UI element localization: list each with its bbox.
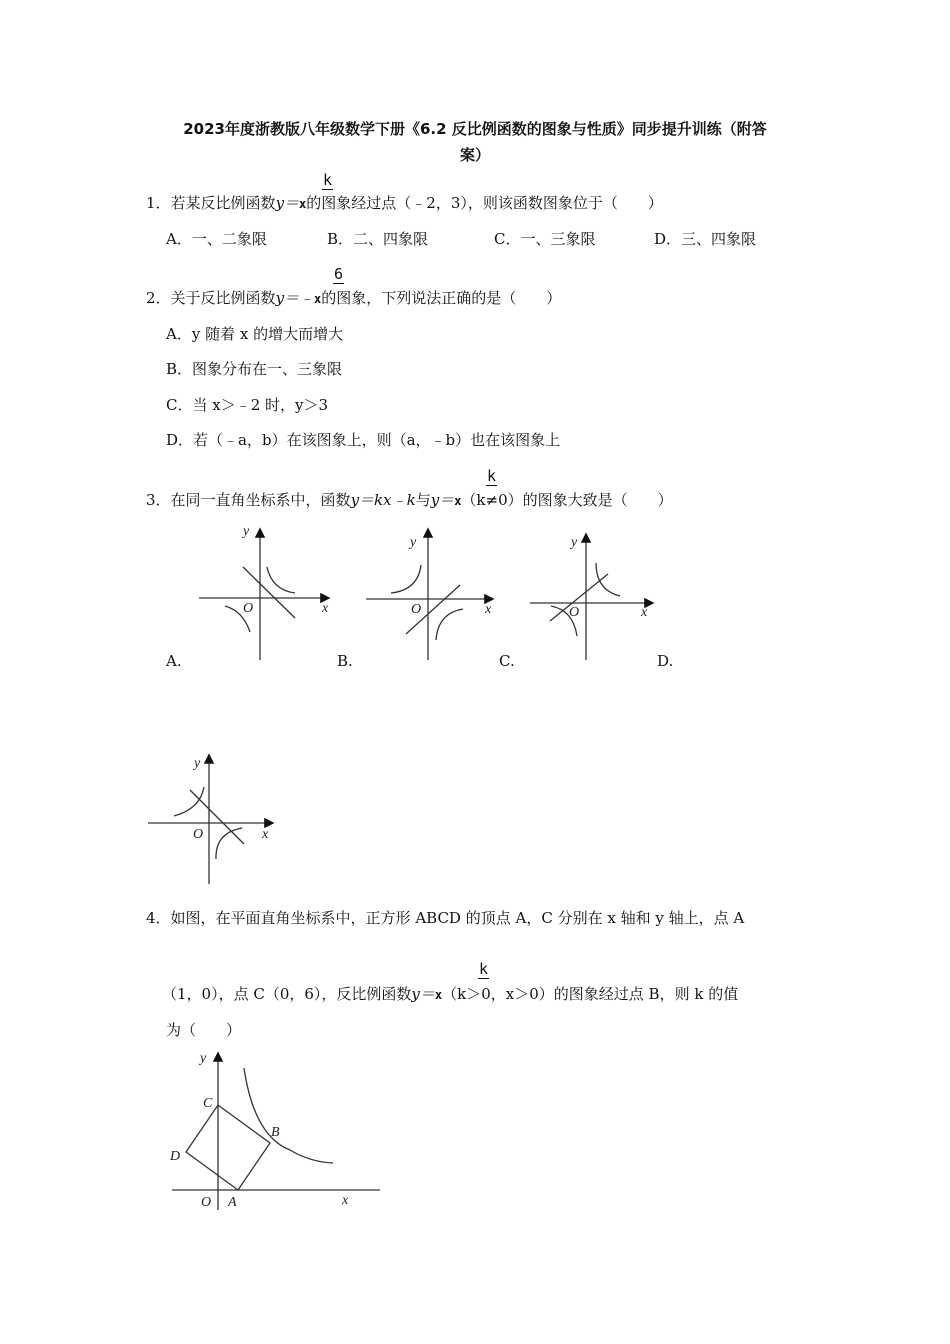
q1-option-d[interactable]: D．三、四象限	[654, 230, 757, 248]
q1-option-b[interactable]: B．二、四象限	[327, 230, 429, 248]
q4-stem-line-1: 4．如图，在平面直角坐标系中，正方形 ABCD 的顶点 A，C 分别在 x 轴和 y 轴上，点 A	[146, 909, 745, 927]
q3-fraction-numerator: k	[487, 467, 497, 485]
q2-stem: 2．关于反比例函数y＝﹣x的图象，下列说法正确的是（ ）	[146, 289, 562, 307]
graph-option-c[interactable]	[530, 535, 652, 660]
graph-option-d[interactable]	[148, 756, 272, 884]
graph-d-x-label: x	[262, 827, 269, 842]
q1-option-a[interactable]: A．一、二象限	[166, 230, 267, 248]
graph-option-a[interactable]	[199, 530, 328, 660]
graph-a-y-label: y	[243, 524, 250, 539]
q4-y-label: y	[200, 1051, 207, 1066]
q4-origin-label: O	[201, 1195, 212, 1210]
q4-stem-line-2: （1，0），点 C（0，6），反比例函数y＝x（k＞0，x＞0）的图象经过点 B，则 k 的值	[162, 985, 739, 1003]
graph-d-y-label: y	[194, 756, 201, 771]
q4-point-c-label: C	[203, 1096, 213, 1111]
graph-b-x-label: x	[485, 602, 492, 617]
graph-a-x-label: x	[322, 601, 329, 616]
title-line-1: 2023年度浙教版八年级数学下册《6.2 反比例函数的图象与性质》同步提升训练（附答	[183, 120, 767, 138]
q4-point-a-label: A	[228, 1195, 237, 1210]
graph-c-x-label: x	[641, 605, 648, 620]
q3-stem: 3．在同一直角坐标系中，函数y＝kx﹣k与y＝x（k≠0）的图象大致是（ ）	[146, 491, 673, 509]
q1-fraction-numerator: k	[323, 171, 333, 189]
q3-option-b-label[interactable]: B.	[337, 652, 353, 670]
q2-fraction-numerator: 6	[334, 265, 344, 283]
q2-option-d[interactable]: D．若（﹣a，b）在该图象上，则（a，﹣b）也在该图象上	[166, 431, 561, 449]
q2-option-a[interactable]: A．y 随着 x 的增大而增大	[166, 325, 344, 343]
graph-d-origin-label: O	[193, 827, 204, 842]
q2-option-b[interactable]: B．图象分布在一、三象限	[166, 360, 343, 378]
graph-b-y-label: y	[410, 535, 417, 550]
graph-c-y-label: y	[571, 535, 578, 550]
q3-option-c-label[interactable]: C.	[499, 652, 515, 670]
q4-fraction-numerator: k	[479, 960, 489, 978]
title-line-2: 案）	[459, 146, 490, 164]
graph-b-origin-label: O	[411, 602, 422, 617]
q4-figure	[150, 1040, 380, 1220]
q1-stem: 1．若某反比例函数y＝x的图象经过点（﹣2，3），则该函数图象位于（ ）	[146, 194, 663, 212]
q2-option-c[interactable]: C．当 x＞﹣2 时，y＞3	[166, 396, 329, 414]
graph-a-origin-label: O	[243, 601, 254, 616]
q4-stem-line-3: 为（ ）	[166, 1021, 242, 1039]
graph-option-b[interactable]	[366, 530, 492, 660]
q4-x-label: x	[342, 1193, 349, 1208]
q4-point-d-label: D	[170, 1149, 181, 1164]
q1-option-c[interactable]: C．一、三象限	[494, 230, 596, 248]
q3-option-a-label[interactable]: A.	[166, 652, 182, 670]
graph-c-origin-label: O	[569, 605, 580, 620]
q4-point-b-label: B	[271, 1125, 280, 1140]
q3-option-d-label[interactable]: D.	[657, 652, 674, 670]
